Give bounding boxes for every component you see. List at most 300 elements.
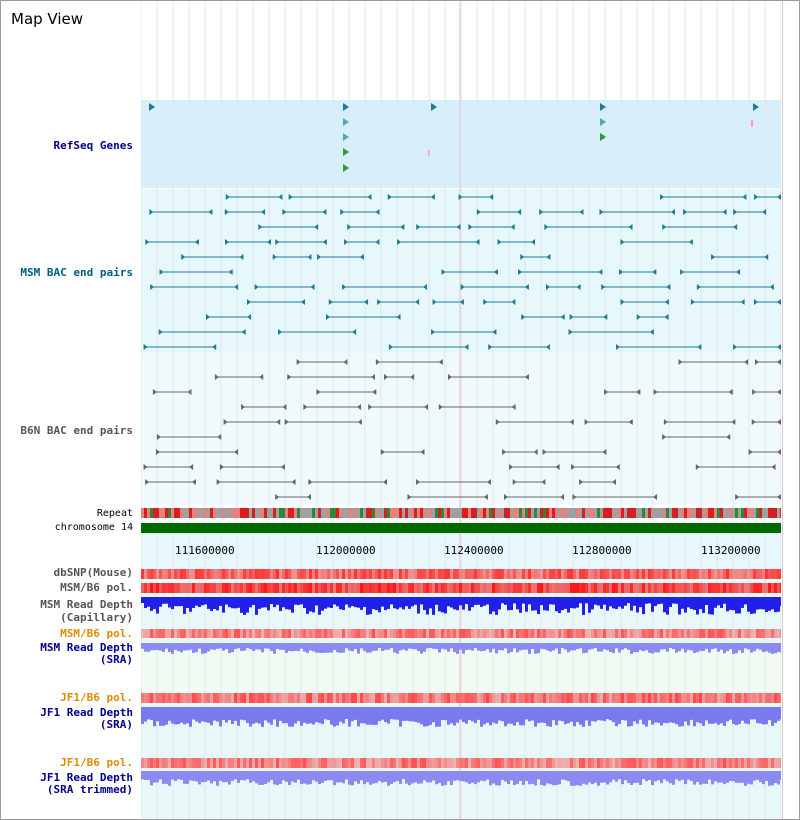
repeat-segment xyxy=(312,508,315,518)
repeat-segment xyxy=(198,508,201,518)
track-label-msm-depth-sra-sub: (SRA) xyxy=(99,653,133,666)
bac-end-marker xyxy=(316,389,320,395)
heat-cell xyxy=(174,758,177,768)
heat-cell xyxy=(462,569,465,579)
bac-end-marker xyxy=(696,464,700,470)
heat-cell xyxy=(729,583,732,593)
heat-cell xyxy=(429,693,432,703)
heat-cell xyxy=(768,629,771,638)
depth-bar xyxy=(573,771,576,786)
depth-bar xyxy=(714,597,717,608)
heat-cell xyxy=(537,569,540,579)
heat-cell xyxy=(585,569,588,579)
heat-cell xyxy=(183,583,186,593)
heat-cell xyxy=(300,693,303,703)
bac-end-marker xyxy=(777,494,781,500)
repeat-segment xyxy=(651,508,654,518)
depth-bar xyxy=(651,643,654,653)
heat-cell xyxy=(576,569,579,579)
depth-bar xyxy=(222,707,225,720)
depth-bar xyxy=(186,643,189,650)
heat-cell xyxy=(222,569,225,579)
heat-cell xyxy=(636,693,639,703)
heat-cell xyxy=(162,583,165,593)
repeat-segment xyxy=(597,508,600,518)
heat-cell xyxy=(711,693,714,703)
depth-bar xyxy=(297,643,300,651)
heat-cell xyxy=(495,758,498,768)
heat-cell xyxy=(177,583,180,593)
heat-cell xyxy=(234,693,237,703)
depth-bar xyxy=(390,597,393,604)
heat-cell xyxy=(573,693,576,703)
heat-cell xyxy=(525,569,528,579)
depth-bar xyxy=(264,771,267,784)
depth-bar xyxy=(771,771,774,785)
depth-bar xyxy=(561,597,564,610)
heat-cell xyxy=(186,693,189,703)
heat-cell xyxy=(657,693,660,703)
track-label-jf1-b6-pol-2[interactable]: JF1/B6 pol. xyxy=(60,756,133,769)
heat-cell xyxy=(426,569,429,579)
refseq-gene-glyph xyxy=(753,103,759,111)
heat-cell xyxy=(648,569,651,579)
heat-cell xyxy=(495,583,498,593)
heat-cell xyxy=(381,758,384,768)
heat-cell xyxy=(705,629,708,638)
depth-bar xyxy=(396,643,399,654)
heat-cell xyxy=(576,629,579,638)
heat-cell xyxy=(666,583,669,593)
depth-bar xyxy=(576,597,579,608)
heat-cell xyxy=(594,758,597,768)
heat-cell xyxy=(258,569,261,579)
heat-cell xyxy=(657,569,660,579)
depth-bar xyxy=(627,597,630,603)
heat-cell xyxy=(570,583,573,593)
heat-cell xyxy=(144,583,147,593)
repeat-segment xyxy=(672,508,675,518)
depth-bar xyxy=(303,707,306,723)
depth-bar xyxy=(678,643,681,651)
heat-cell xyxy=(414,583,417,593)
heat-cell xyxy=(564,583,567,593)
heat-cell xyxy=(651,758,654,768)
heat-cell xyxy=(753,569,756,579)
depth-bar xyxy=(171,643,174,654)
depth-bar xyxy=(285,771,288,782)
track-label-jf1-b6-pol-1[interactable]: JF1/B6 pol. xyxy=(60,691,133,704)
depth-bar xyxy=(687,597,690,607)
depth-bar xyxy=(435,771,438,784)
repeat-segment xyxy=(360,508,363,518)
heat-cell xyxy=(357,693,360,703)
heat-cell xyxy=(243,569,246,579)
depth-bar xyxy=(579,597,582,603)
depth-bar xyxy=(624,707,627,720)
depth-bar xyxy=(705,707,708,720)
repeat-segment xyxy=(642,508,645,518)
bac-end-marker xyxy=(612,479,616,485)
bac-end-marker xyxy=(358,419,362,425)
repeat-segment xyxy=(240,508,243,518)
track-label-refseq[interactable]: RefSeq Genes xyxy=(53,139,133,152)
bac-end-marker xyxy=(364,299,368,305)
heat-cell xyxy=(156,693,159,703)
depth-bar xyxy=(405,707,408,721)
depth-bar xyxy=(348,771,351,785)
depth-bar xyxy=(762,643,765,652)
heat-cell xyxy=(252,569,255,579)
repeat-segment xyxy=(774,508,777,518)
heat-cell xyxy=(186,569,189,579)
bac-end-marker xyxy=(569,329,573,335)
bac-end-marker xyxy=(697,284,701,290)
repeat-segment xyxy=(663,508,666,518)
heat-cell xyxy=(171,693,174,703)
heat-cell xyxy=(738,629,741,638)
repeat-segment xyxy=(309,508,312,518)
repeat-segment xyxy=(414,508,417,518)
depth-bar xyxy=(459,707,462,720)
repeat-segment xyxy=(612,508,615,518)
bac-end-marker xyxy=(241,404,245,410)
bac-end-marker xyxy=(664,419,668,425)
depth-bar xyxy=(378,707,381,721)
heat-cell xyxy=(387,629,390,638)
depth-bar xyxy=(738,597,741,613)
heat-cell xyxy=(276,693,279,703)
bac-end-marker xyxy=(464,344,468,350)
heat-cell xyxy=(633,569,636,579)
bac-end-marker xyxy=(517,209,521,215)
heat-cell xyxy=(474,629,477,638)
bac-end-marker xyxy=(381,449,385,455)
depth-bar xyxy=(312,707,315,725)
heat-cell xyxy=(438,758,441,768)
refseq-gene-glyph xyxy=(343,164,349,172)
heat-cell xyxy=(519,693,522,703)
depth-bar xyxy=(321,707,324,724)
track-label-dbsnp[interactable]: dbSNP(Mouse) xyxy=(53,566,133,579)
heat-cell xyxy=(654,758,657,768)
heat-cell xyxy=(762,693,765,703)
heat-cell xyxy=(306,569,309,579)
depth-bar xyxy=(495,771,498,785)
bac-end-marker xyxy=(239,254,243,260)
repeat-segment xyxy=(630,508,633,518)
depth-bar xyxy=(279,643,282,650)
bac-end-marker xyxy=(323,239,327,245)
heat-cell xyxy=(633,693,636,703)
depth-bar xyxy=(699,707,702,723)
heat-cell xyxy=(765,583,768,593)
heat-cell xyxy=(717,629,720,638)
bac-end-marker xyxy=(278,329,282,335)
heat-cell xyxy=(717,569,720,579)
heat-cell xyxy=(705,569,708,579)
depth-bar xyxy=(660,707,663,725)
depth-bar xyxy=(624,597,627,606)
depth-bar xyxy=(744,597,747,604)
heat-cell xyxy=(396,569,399,579)
track-label-msm-b6-pol-2[interactable]: MSM/B6 pol. xyxy=(60,627,133,640)
depth-bar xyxy=(153,707,156,726)
repeat-segment xyxy=(228,508,231,518)
depth-bar xyxy=(585,707,588,720)
depth-bar xyxy=(174,643,177,650)
heat-cell xyxy=(219,629,222,638)
depth-bar xyxy=(174,597,177,606)
depth-bar xyxy=(447,771,450,781)
repeat-segment xyxy=(342,508,345,518)
heat-cell xyxy=(180,569,183,579)
depth-bar xyxy=(339,643,342,653)
depth-bar xyxy=(534,643,537,654)
depth-bar xyxy=(501,643,504,650)
depth-bar xyxy=(483,707,486,724)
repeat-segment xyxy=(666,508,669,518)
repeat-segment xyxy=(771,508,774,518)
depth-bar xyxy=(240,643,243,651)
track-label-msm-bac[interactable]: MSM BAC end pairs xyxy=(20,266,133,279)
depth-bar xyxy=(768,597,771,611)
heat-cell xyxy=(294,583,297,593)
depth-bar xyxy=(264,597,267,607)
heat-cell xyxy=(216,569,219,579)
heat-cell xyxy=(645,629,648,638)
bac-end-marker xyxy=(662,434,666,440)
depth-bar xyxy=(165,707,168,725)
bac-end-marker xyxy=(433,299,437,305)
depth-bar xyxy=(747,643,750,649)
depth-bar xyxy=(756,597,759,610)
track-label-msm-b6-pol-1[interactable]: MSM/B6 pol. xyxy=(60,581,133,594)
depth-bar xyxy=(678,707,681,727)
bac-end-marker xyxy=(762,209,766,215)
repeat-segment xyxy=(213,508,216,518)
repeat-chromosome-track xyxy=(141,508,781,534)
repeat-segment xyxy=(471,508,474,518)
depth-bar xyxy=(753,597,756,613)
heat-cell xyxy=(390,569,393,579)
heat-cell xyxy=(201,583,204,593)
heat-cell xyxy=(630,693,633,703)
heat-cell xyxy=(717,693,720,703)
heat-cell xyxy=(555,693,558,703)
depth-bar xyxy=(288,643,291,651)
heat-cell xyxy=(225,693,228,703)
depth-bar xyxy=(204,643,207,653)
repeat-segment xyxy=(174,508,177,518)
heat-cell xyxy=(336,583,339,593)
depth-bar xyxy=(675,771,678,779)
depth-bar xyxy=(402,597,405,609)
depth-bar xyxy=(297,597,300,605)
bac-end-marker xyxy=(733,344,737,350)
depth-bar xyxy=(663,771,666,779)
heat-cell xyxy=(399,569,402,579)
depth-bar xyxy=(228,643,231,653)
depth-bar xyxy=(582,597,585,615)
depth-bar xyxy=(450,643,453,648)
depth-bar xyxy=(576,643,579,649)
depth-bar xyxy=(636,643,639,652)
repeat-segment xyxy=(669,508,672,518)
depth-bar xyxy=(165,643,168,648)
track-label-jf1-depth-trim[interactable]: JF1 Read Depth xyxy=(40,771,133,784)
heat-cell xyxy=(453,629,456,638)
heat-cell xyxy=(456,693,459,703)
track-label-msm-depth-sra[interactable]: MSM Read Depth xyxy=(40,641,133,654)
heat-cell xyxy=(333,693,336,703)
heat-cell xyxy=(495,569,498,579)
heat-cell xyxy=(693,629,696,638)
heat-cell xyxy=(735,629,738,638)
depth-bar xyxy=(300,597,303,604)
heat-cell xyxy=(162,629,165,638)
depth-bar xyxy=(423,771,426,780)
heat-cell xyxy=(726,693,729,703)
refseq-track[interactable] xyxy=(141,100,781,190)
bac-end-marker xyxy=(301,299,305,305)
heat-cell xyxy=(609,758,612,768)
depth-bar xyxy=(759,771,762,782)
repeat-segment xyxy=(705,508,708,518)
heat-cell xyxy=(693,758,696,768)
depth-bar xyxy=(510,597,513,610)
heat-cell xyxy=(150,693,153,703)
heat-cell xyxy=(549,758,552,768)
depth-bar xyxy=(447,597,450,606)
repeat-segment xyxy=(387,508,390,518)
depth-bar xyxy=(243,597,246,615)
depth-bar xyxy=(696,597,699,615)
heat-cell xyxy=(750,629,753,638)
heat-cell xyxy=(498,758,501,768)
depth-bar xyxy=(657,597,660,604)
heat-cell xyxy=(606,758,609,768)
heat-cell xyxy=(171,758,174,768)
depth-bar xyxy=(432,597,435,615)
heat-cell xyxy=(477,629,480,638)
heat-cell xyxy=(186,758,189,768)
depth-bar xyxy=(555,707,558,725)
depth-bar xyxy=(240,771,243,780)
heat-cell xyxy=(771,693,774,703)
repeat-segment xyxy=(177,508,180,518)
repeat-segment xyxy=(285,508,288,518)
repeat-segment xyxy=(720,508,723,518)
depth-bar xyxy=(372,597,375,609)
depth-bar xyxy=(318,597,321,615)
heat-cell xyxy=(675,758,678,768)
depth-bar xyxy=(147,597,150,607)
depth-bar xyxy=(219,597,222,606)
msm-bac-track[interactable] xyxy=(141,189,781,354)
depth-bar xyxy=(279,597,282,611)
depth-bar xyxy=(150,707,153,720)
depth-bar xyxy=(309,707,312,723)
depth-bar xyxy=(345,597,348,605)
depth-bar xyxy=(768,643,771,653)
track-label-repeat: Repeat xyxy=(96,508,133,519)
depth-bar xyxy=(291,707,294,727)
depth-bar xyxy=(360,597,363,610)
bac-end-marker xyxy=(247,299,251,305)
repeat-segment xyxy=(570,508,573,518)
heat-cell xyxy=(243,629,246,638)
heat-cell xyxy=(210,758,213,768)
depth-bar xyxy=(759,707,762,723)
right-scrollbar[interactable] xyxy=(782,1,800,819)
depth-bar xyxy=(486,771,489,780)
track-label-jf1-depth-sra[interactable]: JF1 Read Depth xyxy=(40,706,133,719)
depth-bar xyxy=(171,597,174,609)
heat-cell xyxy=(678,569,681,579)
heat-cell xyxy=(489,569,492,579)
bac-end-marker xyxy=(764,254,768,260)
depth-bar xyxy=(150,597,153,611)
heat-cell xyxy=(435,758,438,768)
track-label-b6n-bac[interactable]: B6N BAC end pairs xyxy=(20,424,133,437)
heat-cell xyxy=(714,583,717,593)
bac-end-marker xyxy=(261,209,265,215)
heat-cell xyxy=(390,758,393,768)
depth-bar xyxy=(684,597,687,613)
heat-cell xyxy=(420,693,423,703)
b6n-bac-track[interactable] xyxy=(141,353,781,505)
refseq-gene-glyph xyxy=(343,118,349,126)
depth-bar xyxy=(237,597,240,608)
depth-bar xyxy=(453,771,456,781)
depth-bar xyxy=(450,771,453,785)
heat-cell xyxy=(228,629,231,638)
heat-cell xyxy=(630,758,633,768)
depth-bar xyxy=(492,643,495,649)
depth-bar xyxy=(657,643,660,652)
heat-cell xyxy=(354,758,357,768)
depth-bar xyxy=(471,597,474,607)
heat-cell xyxy=(642,693,645,703)
heat-cell xyxy=(699,583,702,593)
depth-bar xyxy=(177,597,180,606)
bac-end-marker xyxy=(377,299,381,305)
bac-end-marker xyxy=(619,269,623,275)
heat-cell xyxy=(300,629,303,638)
bac-end-marker xyxy=(691,299,695,305)
repeat-segment xyxy=(369,508,372,518)
depth-bar xyxy=(351,707,354,721)
depth-bar xyxy=(399,597,402,607)
bac-end-marker xyxy=(217,479,221,485)
heat-cell xyxy=(654,583,657,593)
depth-bar xyxy=(669,771,672,783)
heat-cell xyxy=(258,693,261,703)
heat-cell xyxy=(768,693,771,703)
refseq-gene-glyph xyxy=(600,133,606,141)
bac-end-marker xyxy=(384,374,388,380)
depth-bar xyxy=(498,597,501,610)
track-label-msm-depth-cap[interactable]: MSM Read Depth xyxy=(40,598,133,611)
heat-cell xyxy=(234,569,237,579)
heat-cell xyxy=(141,569,144,579)
depth-bar xyxy=(516,707,519,722)
depth-bar xyxy=(516,643,519,652)
bac-end-marker xyxy=(281,464,285,470)
bac-end-marker xyxy=(420,449,424,455)
repeat-segment xyxy=(144,508,147,518)
